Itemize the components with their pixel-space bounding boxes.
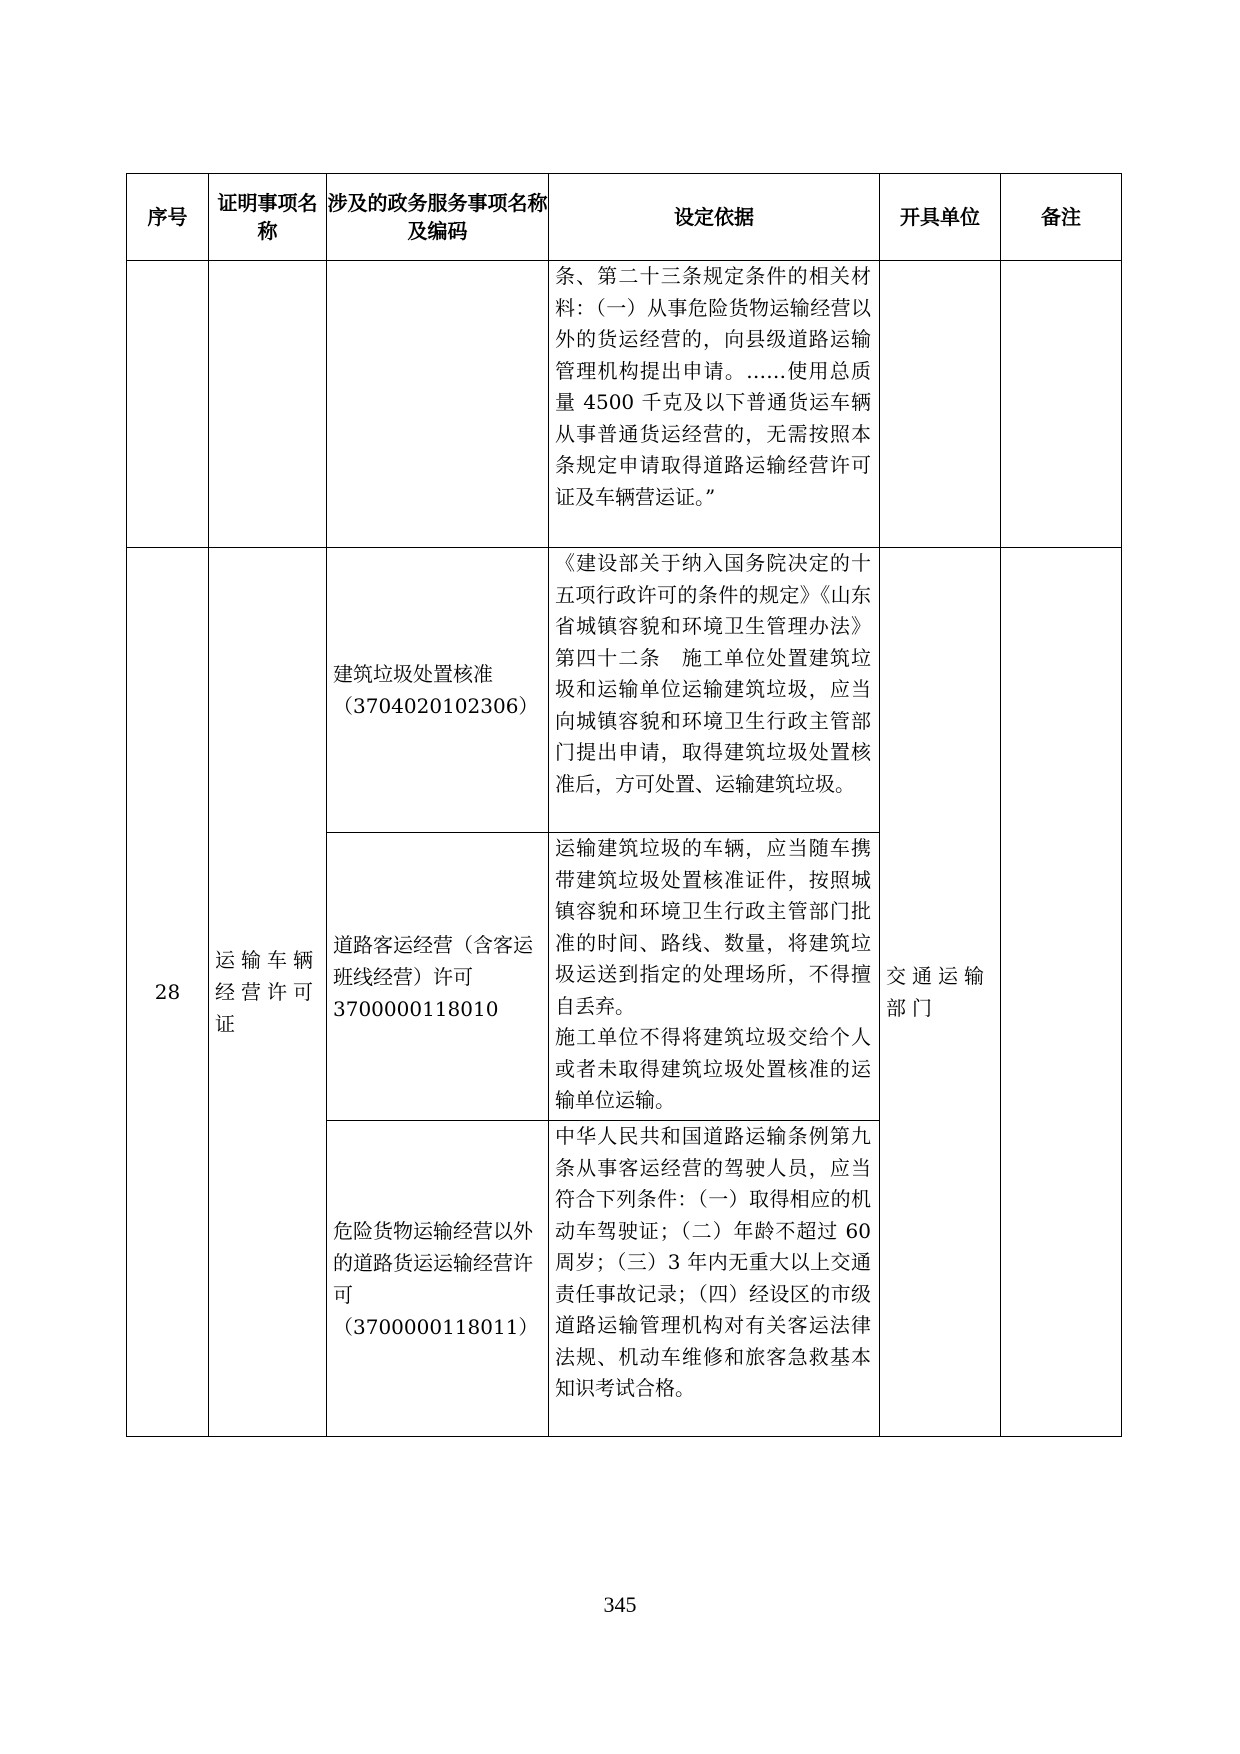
row1-issuer [880, 261, 1001, 548]
service-item-1 [327, 548, 549, 833]
service-item-2-basis-p2: 施工单位不得将建筑垃圾交给个人或者未取得建筑垃圾处置核准的运输单位运输。 [555, 1025, 871, 1112]
service-item-3-name: 危险货物运输经营以外的道路货运运输经营许可 [333, 1218, 533, 1307]
header-basis: 设定依据 [549, 174, 880, 261]
service-item-1-name: 建筑垃圾处置核准 [333, 662, 493, 686]
service-item-2 [327, 833, 549, 1121]
row1-cert-name [209, 261, 327, 548]
row2-remark [1001, 548, 1122, 1437]
table-row [127, 548, 1122, 833]
header-service-item: 涉及的政务服务事项名称及编码 [327, 174, 549, 261]
table-row [127, 261, 1122, 548]
row2-cert-name: 运输车辆经营许可证 [209, 548, 327, 1437]
header-cert-name: 证明事项名称 [209, 174, 327, 261]
service-item-1-basis: 《建设部关于纳入国务院决定的十五项行政许可的条件的规定》《山东省城镇容貌和环境卫生管理办法》第四十二条 施工单位处置建筑垃圾和运输单位运输建筑垃圾，应当向城镇容貌和环境卫生行政主管部门提出申请，取得建筑垃圾处置核准后，方可处置、运输建筑垃圾。 [549, 548, 880, 833]
service-item-3-basis: 中华人民共和国道路运输条例第九条从事客运经营的驾驶人员，应当符合下列条件：（一）取得相应的机动车驾驶证；（二）年龄不超过 60 周岁；（三）3 年内无重大以上交通责任事故记录；（四）经设区的市级道路运输管理机构对有关客运法律法规、机动车维修和旅客急救基本知识考试合格。 [549, 1121, 880, 1437]
row1-basis: 条、第二十三条规定条件的相关材料：（一）从事危险货物运输经营以外的货运经营的，向县级道路运输管理机构提出申请。……使用总质量 4500 千克及以下普通货运车辆从事普通货运经营的，无需按照本条规定申请取得道路运输经营许可证及车辆营运证。” [549, 261, 880, 548]
service-item-2-basis-p1: 运输建筑垃圾的车辆，应当随车携带建筑垃圾处置核准证件，按照城镇容貌和环境卫生行政主管部门批准的时间、路线、数量，将建筑垃圾运送到指定的处理场所，不得擅自丢弃。 [555, 836, 871, 1018]
service-item-3-code: （3700000118011） [333, 1314, 539, 1339]
header-remark: 备注 [1001, 174, 1122, 261]
row2-seq: 28 [127, 548, 209, 1437]
row1-remark [1001, 261, 1122, 548]
service-item-2-basis [549, 833, 880, 1121]
service-item-3 [327, 1121, 549, 1437]
page-number: 345 [603, 1592, 637, 1617]
row1-seq [127, 261, 209, 548]
certification-table [126, 173, 1122, 1437]
service-item-1-code: （3704020102306） [333, 694, 539, 718]
header-seq: 序号 [127, 174, 209, 261]
service-item-2-code: 3700000118010 [333, 996, 499, 1021]
table-header [127, 174, 1122, 261]
row2-issuer: 交通运输部门 [880, 548, 1001, 1437]
row1-service-item [327, 261, 549, 548]
header-issuer: 开具单位 [880, 174, 1001, 261]
service-item-2-name: 道路客运经营（含客运班线经营）许可 [333, 932, 533, 989]
